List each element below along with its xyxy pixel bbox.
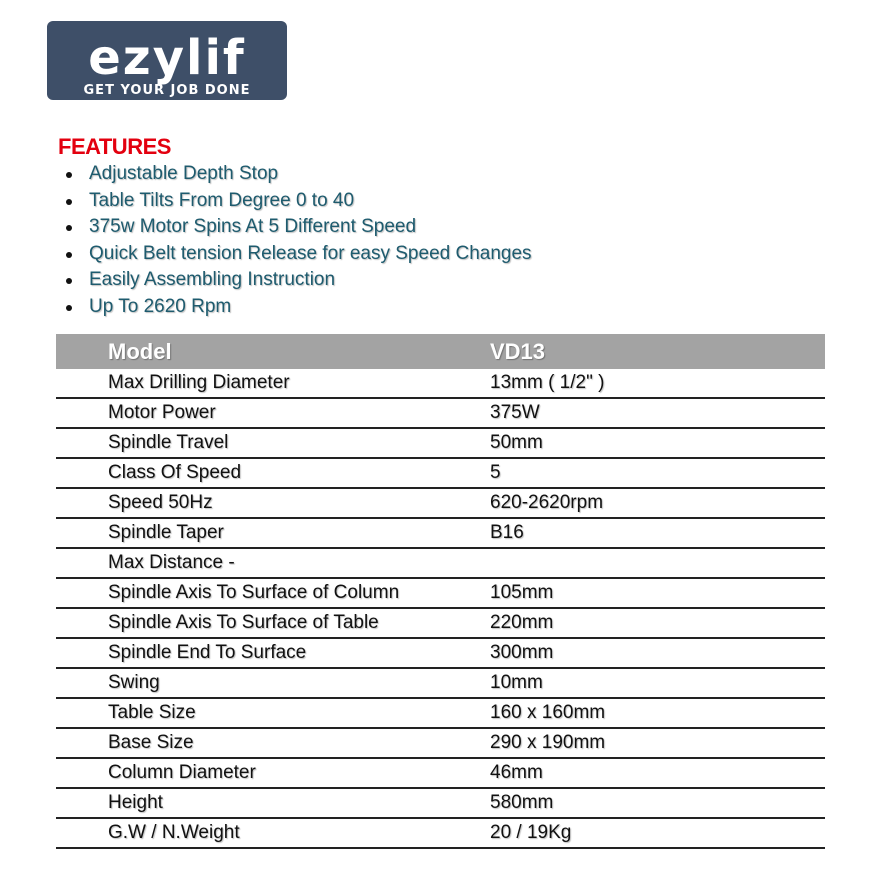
spec-key: Table Size (56, 698, 490, 728)
spec-key: Class Of Speed (56, 458, 490, 488)
feature-item: Easily Assembling Instruction (58, 267, 532, 294)
features-title: FEATURES (58, 134, 171, 159)
feature-item: Adjustable Depth Stop (58, 161, 532, 188)
spec-row (56, 818, 825, 848)
spec-row (56, 758, 825, 788)
spec-row (56, 518, 825, 548)
spec-value: 300mm (490, 638, 825, 668)
spec-key: Height (56, 788, 490, 818)
spec-value (490, 548, 825, 578)
spec-row (56, 578, 825, 608)
spec-row (56, 398, 825, 428)
spec-row (56, 608, 825, 638)
feature-item: Quick Belt tension Release for easy Speed Changes (58, 241, 532, 268)
spec-key: Swing (56, 668, 490, 698)
spec-value: 620-2620rpm (490, 488, 825, 518)
spec-value: 10mm (490, 668, 825, 698)
logo-tagline: GET YOUR JOB DONE (83, 83, 251, 98)
spec-header-key: Model (56, 334, 490, 369)
spec-key: Max Drilling Diameter (56, 369, 490, 398)
spec-key: Motor Power (56, 398, 490, 428)
spec-key: Base Size (56, 728, 490, 758)
brand-logo (47, 21, 287, 100)
feature-item: Table Tilts From Degree 0 to 40 (58, 188, 532, 215)
spec-key: Spindle End To Surface (56, 638, 490, 668)
logo-wordmark: ezylif (88, 30, 246, 86)
spec-value: 580mm (490, 788, 825, 818)
spec-key: Spindle Axis To Surface of Column (56, 578, 490, 608)
spec-header-row (56, 334, 825, 369)
spec-header-value: VD13 (490, 334, 825, 369)
spec-value: 220mm (490, 608, 825, 638)
spec-row (56, 458, 825, 488)
spec-row (56, 428, 825, 458)
spec-row (56, 728, 825, 758)
spec-key: Max Distance - (56, 548, 490, 578)
spec-value: 20 / 19Kg (490, 818, 825, 848)
spec-key: Spindle Taper (56, 518, 490, 548)
feature-item: 375w Motor Spins At 5 Different Speed (58, 214, 532, 241)
spec-value: 5 (490, 458, 825, 488)
spec-key: Speed 50Hz (56, 488, 490, 518)
spec-value: 105mm (490, 578, 825, 608)
spec-value: B16 (490, 518, 825, 548)
spec-value: 375W (490, 398, 825, 428)
spec-value: 13mm ( 1/2" ) (490, 369, 825, 398)
spec-row (56, 369, 825, 398)
spec-value: 160 x 160mm (490, 698, 825, 728)
spec-row (56, 788, 825, 818)
spec-value: 50mm (490, 428, 825, 458)
features-list (58, 161, 532, 320)
spec-key: Spindle Axis To Surface of Table (56, 608, 490, 638)
spec-value: 46mm (490, 758, 825, 788)
spec-value: 290 x 190mm (490, 728, 825, 758)
spec-key: G.W / N.Weight (56, 818, 490, 848)
spec-table (56, 334, 825, 849)
spec-row (56, 548, 825, 578)
feature-item: Up To 2620 Rpm (58, 294, 532, 321)
spec-row (56, 668, 825, 698)
spec-key: Column Diameter (56, 758, 490, 788)
spec-row (56, 698, 825, 728)
spec-row (56, 638, 825, 668)
spec-key: Spindle Travel (56, 428, 490, 458)
spec-row (56, 488, 825, 518)
